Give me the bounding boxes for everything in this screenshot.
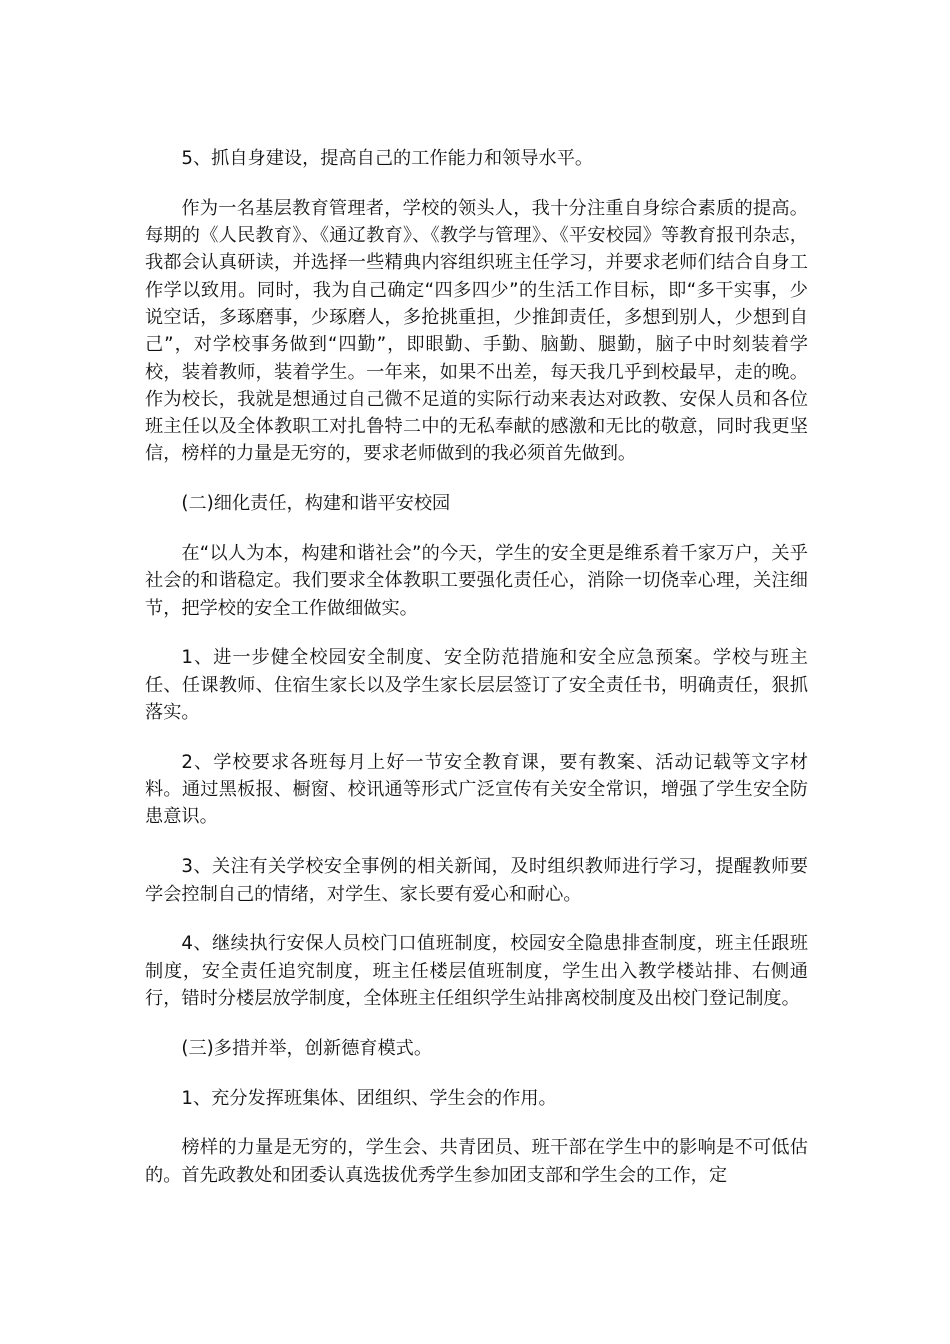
paragraph-role-models: 榜样的力量是无穷的，学生会、共青团员、班干部在学生中的影响是不可低估的。首先政教处和团委认真选拔优秀学生参加团支部和学生会的工作，定 <box>145 1137 808 1186</box>
paragraph-safety-intro: 在“以人为本，构建和谐社会”的今天，学生的安全更是维系着千家万户，关乎社会的和谐稳定。我们要求全体教职工要强化责任心，消除一切侥幸心理，关注细节，把学校的安全工作做细做实。 <box>145 543 808 619</box>
section-heading-safety: (二)细化责任，构建和谐平安校园 <box>181 493 451 515</box>
paragraph-safety-item-3: 3、关注有关学校安全事例的相关新闻，及时组织教师进行学习，提醒教师要学会控制自己的情绪，对学生、家长要有爱心和耐心。 <box>145 856 808 905</box>
paragraph-self-building: 5、抓自身建设，提高自己的工作能力和领导水平。 <box>181 148 594 169</box>
paragraph-moral-item-1: 1、充分发挥班集体、团组织、学生会的作用。 <box>181 1087 557 1109</box>
paragraph-safety-item-1: 1、进一步健全校园安全制度、安全防范措施和安全应急预案。学校与班主任、任课教师、住宿生家长以及学生家长层层签订了安全责任书，明确责任，狠抓落实。 <box>145 647 808 724</box>
section-heading-moral-education: (三)多措并举，创新德育模式。 <box>181 1037 433 1059</box>
paragraph-safety-item-4: 4、继续执行安保人员校门口值班制度，校园安全隐患排查制度，班主任跟班制度，安全责任追究制度，班主任楼层值班制度，学生出入教学楼站排、右侧通行，错时分楼层放学制度，全体班主任组织学生站排离校制度及出校门登记制度。 <box>145 933 808 1009</box>
paragraph-safety-item-2: 2、学校要求各班每月上好一节安全教育课，要有教案、活动记载等文字材料。通过黑板报、橱窗、校讯通等形式广泛宣传有关安全常识，增强了学生安全防患意识。 <box>145 751 808 828</box>
document-page <box>145 145 808 1211</box>
paragraph-self-quality: 作为一名基层教育管理者，学校的领头人，我十分注重自身综合素质的提高。每期的《人民教育》、《通辽教育》、《教学与管理》、《平安校园》等教育报刊杂志，我都会认真研读，并选择一些精典内容组织班主任学习，并要求老师们结合自身工作学以致用。同时，我为自己确定“四多四少”的生活工作目标，即“多干实事，少说空话，多琢磨事，少琢磨人，多抢挑重担，少推卸责任，多想到别人，少想到自己”，对学校事务做到“四勤”，即眼勤、手勤、脑勤、腿勤，脑子中时刻装着学校，装着教师，装着学生。一年来，如果不出差，每天我几乎到校最早，走的晚。作为校长，我就是想通过自己微不足道的实际行动来表达对政教、安保人员和各位班主任以及全体教职工对扎鲁特二中的无私奉献的感激和无比的敬意，同时我更坚信，榜样的力量是无穷的，要求老师做到的我必须首先做到。 <box>145 197 808 465</box>
